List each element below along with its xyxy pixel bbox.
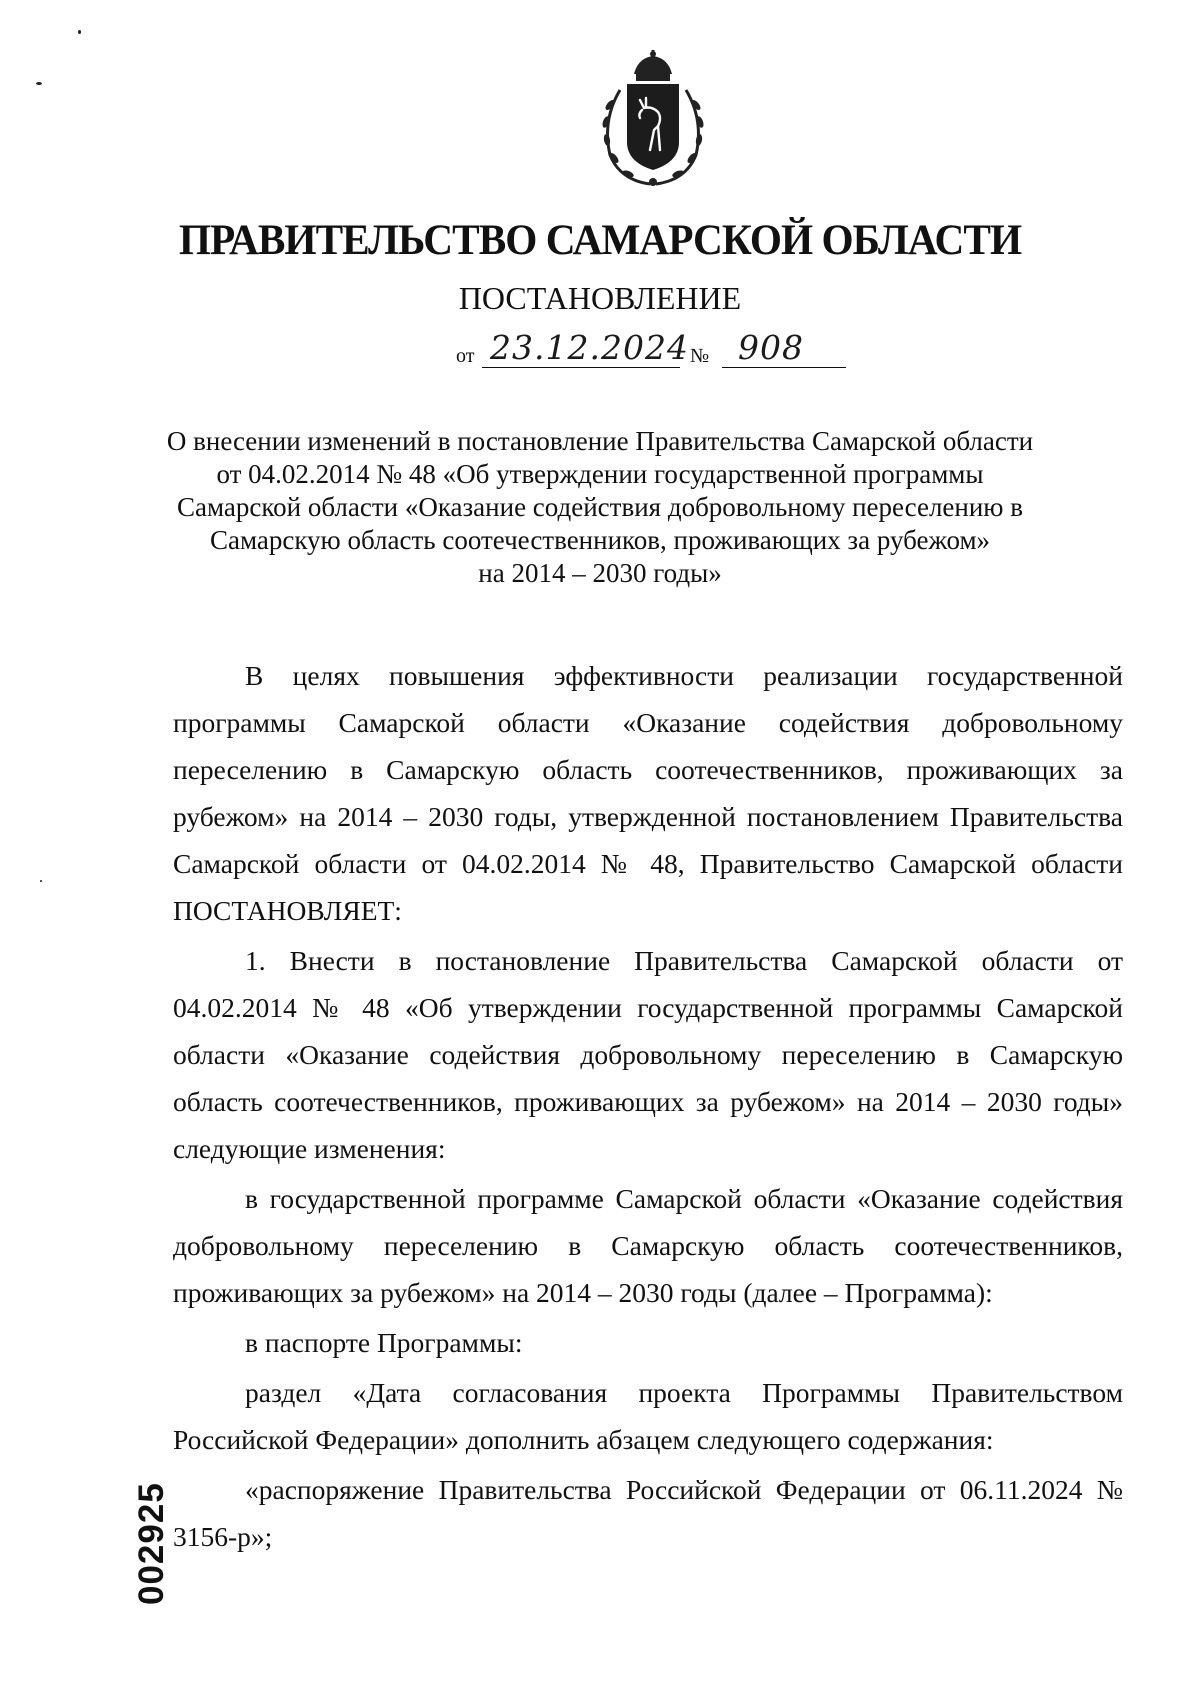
coat-of-arms-emblem: [594, 50, 712, 190]
scan-speck: [36, 82, 42, 85]
body-paragraph: В целях повышения эффективности реализации государственной программы Самарской области «Оказание содействия добровольному переселению в Самарскую область соотечественников, проживающих за рубежом» на 2014 – 2030 годы, утвержденной постановлением Правительства Самарской области от 04.02.2014 № 48, Правительство Самарской области ПОСТАНОВЛЯЕТ:: [173, 660, 1123, 926]
handwritten-date: 23.12.2024: [490, 328, 689, 367]
subject-line: от 04.02.2014 № 48 «Об утверждении государственной программы: [216, 459, 984, 489]
body-paragraph: «распоряжение Правительства Российской Федерации от 06.11.2024 № 3156-р»;: [173, 1474, 1123, 1552]
document-body: [173, 652, 1123, 1563]
margin-stamp-number: 002925: [132, 1482, 171, 1605]
subject-line: на 2014 – 2030 годы»: [478, 558, 722, 588]
subject-line: Самарскую область соотечественников, проживающих за рубежом»: [209, 525, 991, 555]
number-prefix: №: [690, 345, 710, 367]
document-subject: [150, 425, 1050, 590]
body-paragraph: раздел «Дата согласования проекта Программы Правительством Российской Федерации» дополнить абзацем следующего содержания:: [173, 1377, 1123, 1455]
government-title: ПРАВИТЕЛЬСТВО САМАРСКОЙ ОБЛАСТИ: [178, 217, 1022, 264]
scan-speck: [78, 30, 81, 34]
date-underline: [482, 367, 680, 368]
body-paragraph: в государственной программе Самарской области «Оказание содействия добровольному переселению в Самарскую область соотечественников, проживающих за рубежом» на 2014 – 2030 годы (далее – Программа):: [173, 1183, 1123, 1308]
date-number-line: [456, 330, 846, 374]
scan-speck: [40, 880, 42, 882]
samara-coat-of-arms-icon: [594, 50, 712, 190]
number-underline: [722, 367, 846, 368]
handwritten-number: 908: [738, 328, 804, 367]
date-prefix: от: [456, 345, 475, 367]
document-type: ПОСТАНОВЛЕНИЕ: [458, 280, 742, 316]
subject-line: О внесении изменений в постановление Правительства Самарской области: [166, 426, 1034, 456]
body-paragraph: в паспорте Программы:: [245, 1327, 523, 1358]
subject-line: Самарской области «Оказание содействия добровольному переселению в: [177, 492, 1023, 522]
body-paragraph: 1. Внести в постановление Правительства Самарской области от 04.02.2014 № 48 «Об утверждении государственной программы Самарской области «Оказание содействия добровольному переселению в Самарскую область соотечественников, проживающих за рубежом» на 2014 – 2030 годы» следующие изменения:: [173, 945, 1123, 1164]
